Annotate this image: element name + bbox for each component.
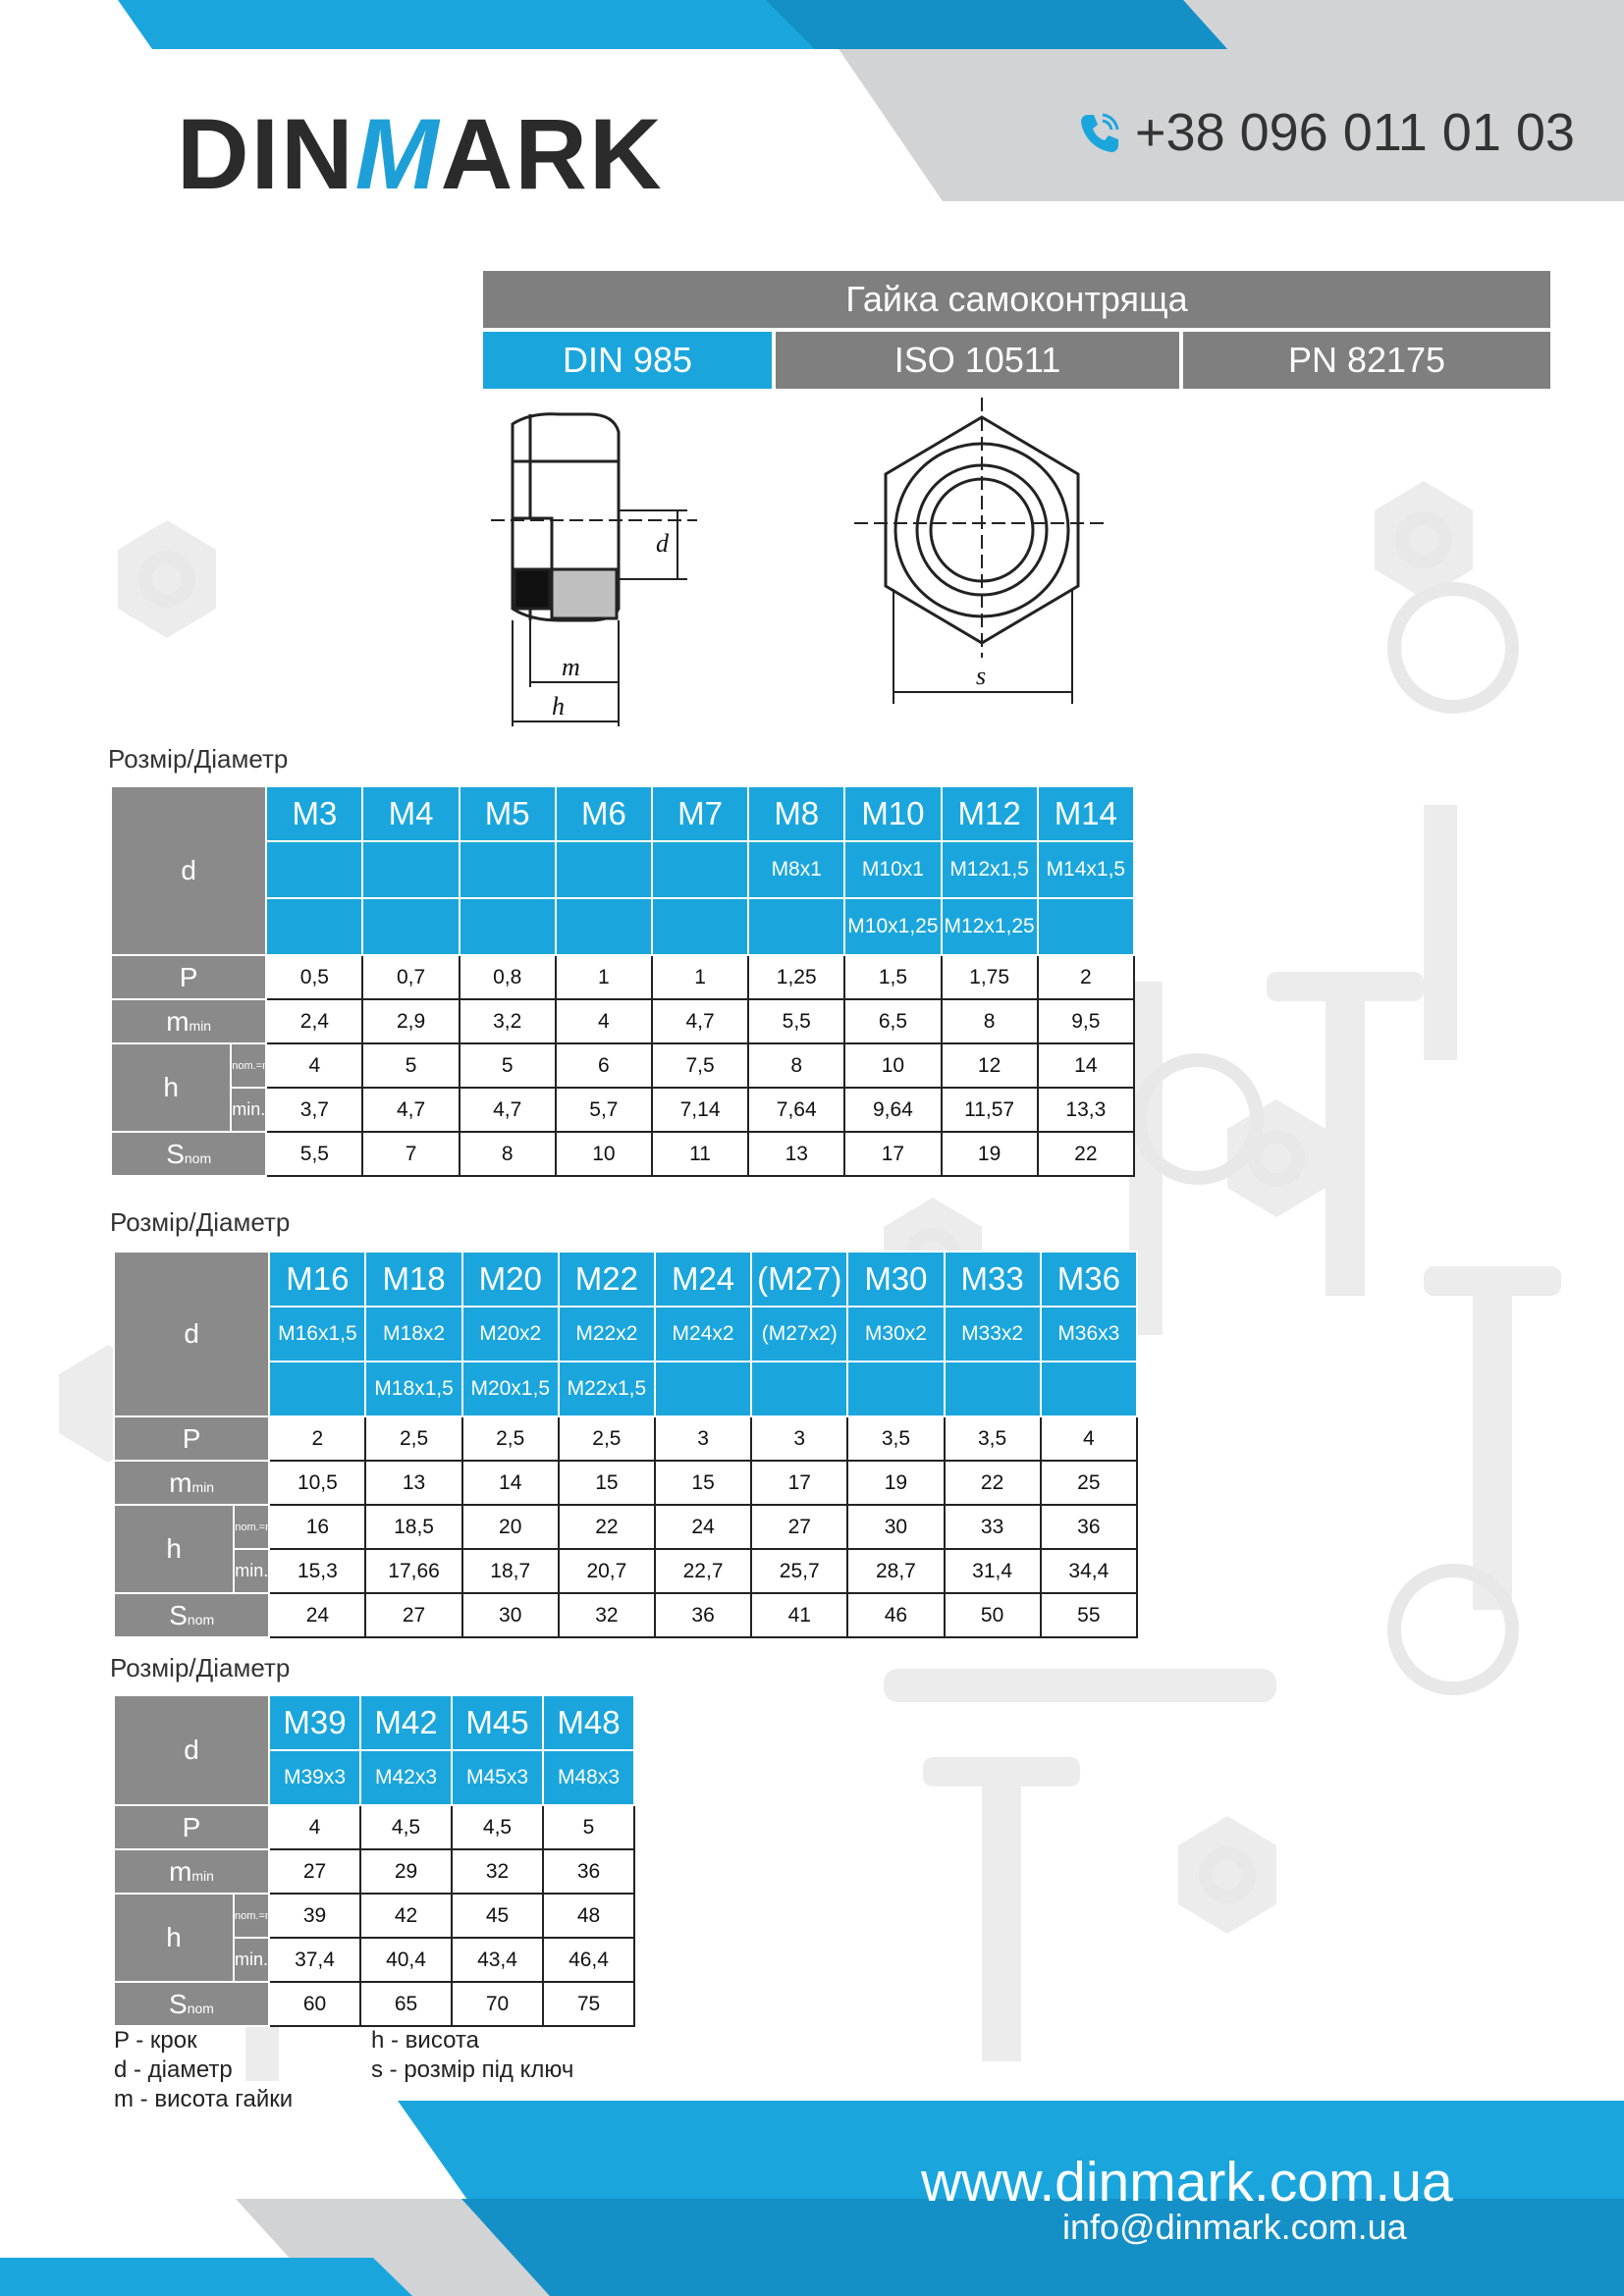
value-cell: 19	[847, 1461, 944, 1505]
value-cell: 4	[266, 1043, 362, 1088]
value-cell: 0,5	[266, 955, 362, 999]
value-cell: 1,75	[942, 955, 1038, 999]
thread-cell	[269, 1362, 365, 1416]
value-cell: 2,4	[266, 999, 362, 1043]
size-cell: M33	[945, 1252, 1041, 1307]
row-sizes	[111, 786, 1134, 841]
section-title-3: Розмір/Діаметр	[110, 1653, 291, 1682]
value-cell: 70	[452, 1982, 543, 2026]
phone-contact[interactable]	[1076, 102, 1575, 163]
value-cell: 2,5	[365, 1416, 461, 1461]
value-cell: 27	[365, 1593, 461, 1637]
row-h-nom	[114, 1505, 1137, 1549]
size-cell: M5	[460, 786, 556, 841]
value-cell: 3,5	[847, 1416, 944, 1461]
value-cell: 17,66	[365, 1549, 461, 1593]
label-s-nom: Snom	[111, 1132, 266, 1176]
value-cell: 29	[360, 1849, 452, 1894]
value-cell: 36	[655, 1593, 751, 1637]
size-cell: M45	[452, 1695, 543, 1750]
label-s-nom: Snom	[114, 1593, 269, 1637]
value-cell: 5	[543, 1805, 634, 1849]
value-cell: 4,7	[460, 1088, 556, 1132]
value-cell: 15	[655, 1461, 751, 1505]
value-cell: 9,64	[844, 1088, 941, 1132]
row-s-nom	[111, 1132, 1134, 1176]
value-cell: 8	[460, 1132, 556, 1176]
label-p: P	[111, 955, 266, 999]
legend-item: s - розмір під ключ	[371, 2056, 574, 2083]
value-cell: 50	[945, 1593, 1041, 1637]
value-cell: 43,4	[452, 1938, 543, 1982]
value-cell: 25	[1041, 1461, 1137, 1505]
size-cell: M18	[365, 1252, 461, 1307]
label-m-min: mmin	[114, 1849, 269, 1894]
email-link[interactable]: info@dinmark.com.ua	[1062, 2207, 1407, 2247]
value-cell: 48	[543, 1894, 634, 1938]
value-cell: 4,5	[452, 1805, 543, 1849]
phone-icon	[1076, 109, 1123, 156]
website-link[interactable]: www.dinmark.com.ua	[921, 2151, 1453, 2214]
value-cell: 12	[942, 1043, 1038, 1088]
thread-cell	[460, 841, 556, 898]
thread-cell: M39x3	[269, 1750, 360, 1805]
label-h-nom: nom.=max.	[234, 1505, 269, 1549]
value-cell: 27	[751, 1505, 847, 1549]
thread-cell	[847, 1362, 944, 1416]
row-m-min	[114, 1849, 634, 1894]
legend-item: m - висота гайки	[114, 2086, 294, 2112]
row-h-min	[111, 1088, 1134, 1132]
value-cell: 15	[559, 1461, 655, 1505]
thread-cell	[652, 841, 748, 898]
value-cell: 36	[543, 1849, 634, 1894]
standard-iso: ISO 10511	[776, 332, 1179, 389]
value-cell: 75	[543, 1982, 634, 2026]
size-cell: M3	[266, 786, 362, 841]
row-s-nom	[114, 1593, 1137, 1637]
thread-cell	[266, 841, 362, 898]
label-h-min: min.	[234, 1938, 269, 1982]
legend-item: P - крок	[114, 2027, 197, 2054]
size-cell: M39	[269, 1695, 360, 1750]
row-h-nom	[114, 1894, 634, 1938]
size-cell: M8	[748, 786, 844, 841]
value-cell: 2,5	[462, 1416, 559, 1461]
thread-cell: M18x2	[365, 1307, 461, 1362]
size-cell: M24	[655, 1252, 751, 1307]
row-s-nom	[114, 1982, 634, 2026]
value-cell: 17	[751, 1461, 847, 1505]
thread-cell: M36x3	[1041, 1307, 1137, 1362]
value-cell: 14	[462, 1461, 559, 1505]
value-cell: 34,4	[1041, 1549, 1137, 1593]
thread-cell: M8x1	[748, 841, 844, 898]
size-cell: (M27)	[751, 1252, 847, 1307]
value-cell: 4	[556, 999, 652, 1043]
thread-cell: M42x3	[360, 1750, 452, 1805]
value-cell: 41	[751, 1593, 847, 1637]
label-h: h	[114, 1894, 234, 1982]
label-p: P	[114, 1805, 269, 1849]
thread-cell	[945, 1362, 1041, 1416]
size-cell: M16	[269, 1252, 365, 1307]
row-pitch	[111, 955, 1134, 999]
value-cell: 2	[1038, 955, 1134, 999]
value-cell: 39	[269, 1894, 360, 1938]
value-cell: 11	[652, 1132, 748, 1176]
value-cell: 5	[460, 1043, 556, 1088]
value-cell: 13	[365, 1461, 461, 1505]
phone-number[interactable]: +38 096 011 01 03	[1135, 103, 1575, 162]
size-cell: M12	[942, 786, 1038, 841]
thread-cell	[1041, 1362, 1137, 1416]
nut-side-drawing	[491, 402, 717, 736]
thread-cell	[556, 841, 652, 898]
label-p: P	[114, 1416, 269, 1461]
value-cell: 13	[748, 1132, 844, 1176]
value-cell: 5,7	[556, 1088, 652, 1132]
label-d: d	[111, 786, 266, 955]
row-h-min	[114, 1549, 1137, 1593]
value-cell: 36	[1041, 1505, 1137, 1549]
value-cell: 6	[556, 1043, 652, 1088]
size-cell: M7	[652, 786, 748, 841]
value-cell: 24	[655, 1505, 751, 1549]
label-d: d	[114, 1695, 269, 1805]
value-cell: 4	[269, 1805, 360, 1849]
thread-cell: M12x1,25	[942, 898, 1038, 955]
row-m-min	[114, 1461, 1137, 1505]
value-cell: 3,7	[266, 1088, 362, 1132]
value-cell: 24	[269, 1593, 365, 1637]
thread-cell	[655, 1362, 751, 1416]
thread-cell: M45x3	[452, 1750, 543, 1805]
value-cell: 2,9	[362, 999, 459, 1043]
value-cell: 31,4	[945, 1549, 1041, 1593]
label-h-nom: nom.=max.	[231, 1043, 266, 1088]
value-cell: 1,25	[748, 955, 844, 999]
value-cell: 4,5	[360, 1805, 452, 1849]
value-cell: 22,7	[655, 1549, 751, 1593]
row-sizes	[114, 1252, 1137, 1307]
value-cell: 5,5	[748, 999, 844, 1043]
value-cell: 25,7	[751, 1549, 847, 1593]
label-s-nom: Snom	[114, 1982, 269, 2026]
value-cell: 7	[362, 1132, 459, 1176]
value-cell: 7,14	[652, 1088, 748, 1132]
value-cell: 46	[847, 1593, 944, 1637]
row-h-nom	[111, 1043, 1134, 1088]
value-cell: 10	[556, 1132, 652, 1176]
standard-pn: PN 82175	[1183, 332, 1550, 389]
thread-cell	[460, 898, 556, 955]
thread-cell: M24x2	[655, 1307, 751, 1362]
product-title: Гайка самоконтряща	[845, 279, 1188, 319]
spec-table-2	[113, 1251, 1138, 1638]
size-cell: M6	[556, 786, 652, 841]
label-m-min: mmin	[111, 999, 266, 1043]
value-cell: 19	[942, 1132, 1038, 1176]
thread-cell: M18x1,5	[365, 1362, 461, 1416]
thread-cell	[362, 841, 459, 898]
label-h-min: min.	[234, 1549, 269, 1593]
thread-cell: M16x1,5	[269, 1307, 365, 1362]
value-cell: 13,3	[1038, 1088, 1134, 1132]
value-cell: 8	[942, 999, 1038, 1043]
thread-cell	[266, 898, 362, 955]
value-cell: 37,4	[269, 1938, 360, 1982]
spec-table-1	[110, 785, 1135, 1177]
label-h: h	[114, 1505, 234, 1593]
value-cell: 6,5	[844, 999, 941, 1043]
thread-cell	[362, 898, 459, 955]
value-cell: 17	[844, 1132, 941, 1176]
value-cell: 22	[559, 1505, 655, 1549]
value-cell: 20,7	[559, 1549, 655, 1593]
size-cell: M48	[543, 1695, 634, 1750]
label-d: d	[656, 529, 669, 558]
row-pitch	[114, 1805, 634, 1849]
section-title-2: Розмір/Діаметр	[110, 1207, 291, 1237]
value-cell: 3,5	[945, 1416, 1041, 1461]
value-cell: 5,5	[266, 1132, 362, 1176]
value-cell: 1	[556, 955, 652, 999]
size-cell: M36	[1041, 1252, 1137, 1307]
value-cell: 0,8	[460, 955, 556, 999]
value-cell: 2	[269, 1416, 365, 1461]
value-cell: 10,5	[269, 1461, 365, 1505]
value-cell: 22	[1038, 1132, 1134, 1176]
thread-cell	[1038, 898, 1134, 955]
value-cell: 3	[751, 1416, 847, 1461]
thread-cell: M33x2	[945, 1307, 1041, 1362]
label-m-min: mmin	[114, 1461, 269, 1505]
thread-cell: M10x1	[844, 841, 941, 898]
value-cell: 2,5	[559, 1416, 655, 1461]
value-cell: 27	[269, 1849, 360, 1894]
value-cell: 1,5	[844, 955, 941, 999]
value-cell: 4	[1041, 1416, 1137, 1461]
legend-item: h - висота	[371, 2027, 479, 2054]
label-h: h	[552, 692, 565, 721]
row-pitch	[114, 1416, 1137, 1461]
value-cell: 14	[1038, 1043, 1134, 1088]
label-h: h	[111, 1043, 231, 1132]
thread-cell: M30x2	[847, 1307, 944, 1362]
label-h-nom: nom.=max.	[234, 1894, 269, 1938]
spec-table-3	[113, 1694, 635, 2027]
value-cell: 7,64	[748, 1088, 844, 1132]
label-h-min: min.	[231, 1088, 266, 1132]
nut-front-drawing	[854, 398, 1110, 721]
legend-item: d - діаметр	[114, 2056, 233, 2083]
label-d: d	[114, 1252, 269, 1416]
value-cell: 18,5	[365, 1505, 461, 1549]
value-cell: 32	[559, 1593, 655, 1637]
thread-cell: M14x1,5	[1038, 841, 1134, 898]
value-cell: 65	[360, 1982, 452, 2026]
thread-cell: M48x3	[543, 1750, 634, 1805]
label-m: m	[562, 653, 580, 681]
value-cell: 16	[269, 1505, 365, 1549]
value-cell: 8	[748, 1043, 844, 1088]
value-cell: 10	[844, 1043, 941, 1088]
value-cell: 32	[452, 1849, 543, 1894]
thread-cell	[556, 898, 652, 955]
value-cell: 1	[652, 955, 748, 999]
value-cell: 55	[1041, 1593, 1137, 1637]
value-cell: 20	[462, 1505, 559, 1549]
size-cell: M14	[1038, 786, 1134, 841]
value-cell: 3,2	[460, 999, 556, 1043]
value-cell: 9,5	[1038, 999, 1134, 1043]
value-cell: 7,5	[652, 1043, 748, 1088]
thread-cell	[751, 1362, 847, 1416]
value-cell: 60	[269, 1982, 360, 2026]
value-cell: 15,3	[269, 1549, 365, 1593]
thread-cell: M22x2	[559, 1307, 655, 1362]
value-cell: 42	[360, 1894, 452, 1938]
row-m-min	[111, 999, 1134, 1043]
size-cell: M30	[847, 1252, 944, 1307]
thread-cell: M22x1,5	[559, 1362, 655, 1416]
label-s: s	[976, 662, 987, 690]
value-cell: 4,7	[362, 1088, 459, 1132]
size-cell: M4	[362, 786, 459, 841]
size-cell: M22	[559, 1252, 655, 1307]
thread-cell	[748, 898, 844, 955]
value-cell: 33	[945, 1505, 1041, 1549]
value-cell: 30	[462, 1593, 559, 1637]
value-cell: 46,4	[543, 1938, 634, 1982]
size-cell: M20	[462, 1252, 559, 1307]
value-cell: 3	[655, 1416, 751, 1461]
thread-cell: M20x1,5	[462, 1362, 559, 1416]
value-cell: 5	[362, 1043, 459, 1088]
size-cell: M10	[844, 786, 941, 841]
thread-cell	[652, 898, 748, 955]
value-cell: 30	[847, 1505, 944, 1549]
value-cell: 18,7	[462, 1549, 559, 1593]
value-cell: 28,7	[847, 1549, 944, 1593]
value-cell: 22	[945, 1461, 1041, 1505]
thread-cell: M10x1,25	[844, 898, 941, 955]
thread-cell: (M27x2)	[751, 1307, 847, 1362]
value-cell: 11,57	[942, 1088, 1038, 1132]
value-cell: 40,4	[360, 1938, 452, 1982]
value-cell: 45	[452, 1894, 543, 1938]
legend-right	[371, 2026, 573, 2085]
size-cell: M42	[360, 1695, 452, 1750]
thread-cell: M20x2	[462, 1307, 559, 1362]
thread-cell: M12x1,5	[942, 841, 1038, 898]
standard-din: DIN 985	[483, 332, 772, 389]
row-sizes	[114, 1695, 634, 1750]
product-title-bar	[483, 271, 1550, 328]
section-title-1: Розмір/Діаметр	[108, 744, 289, 774]
value-cell: 4,7	[652, 999, 748, 1043]
value-cell: 0,7	[362, 955, 459, 999]
